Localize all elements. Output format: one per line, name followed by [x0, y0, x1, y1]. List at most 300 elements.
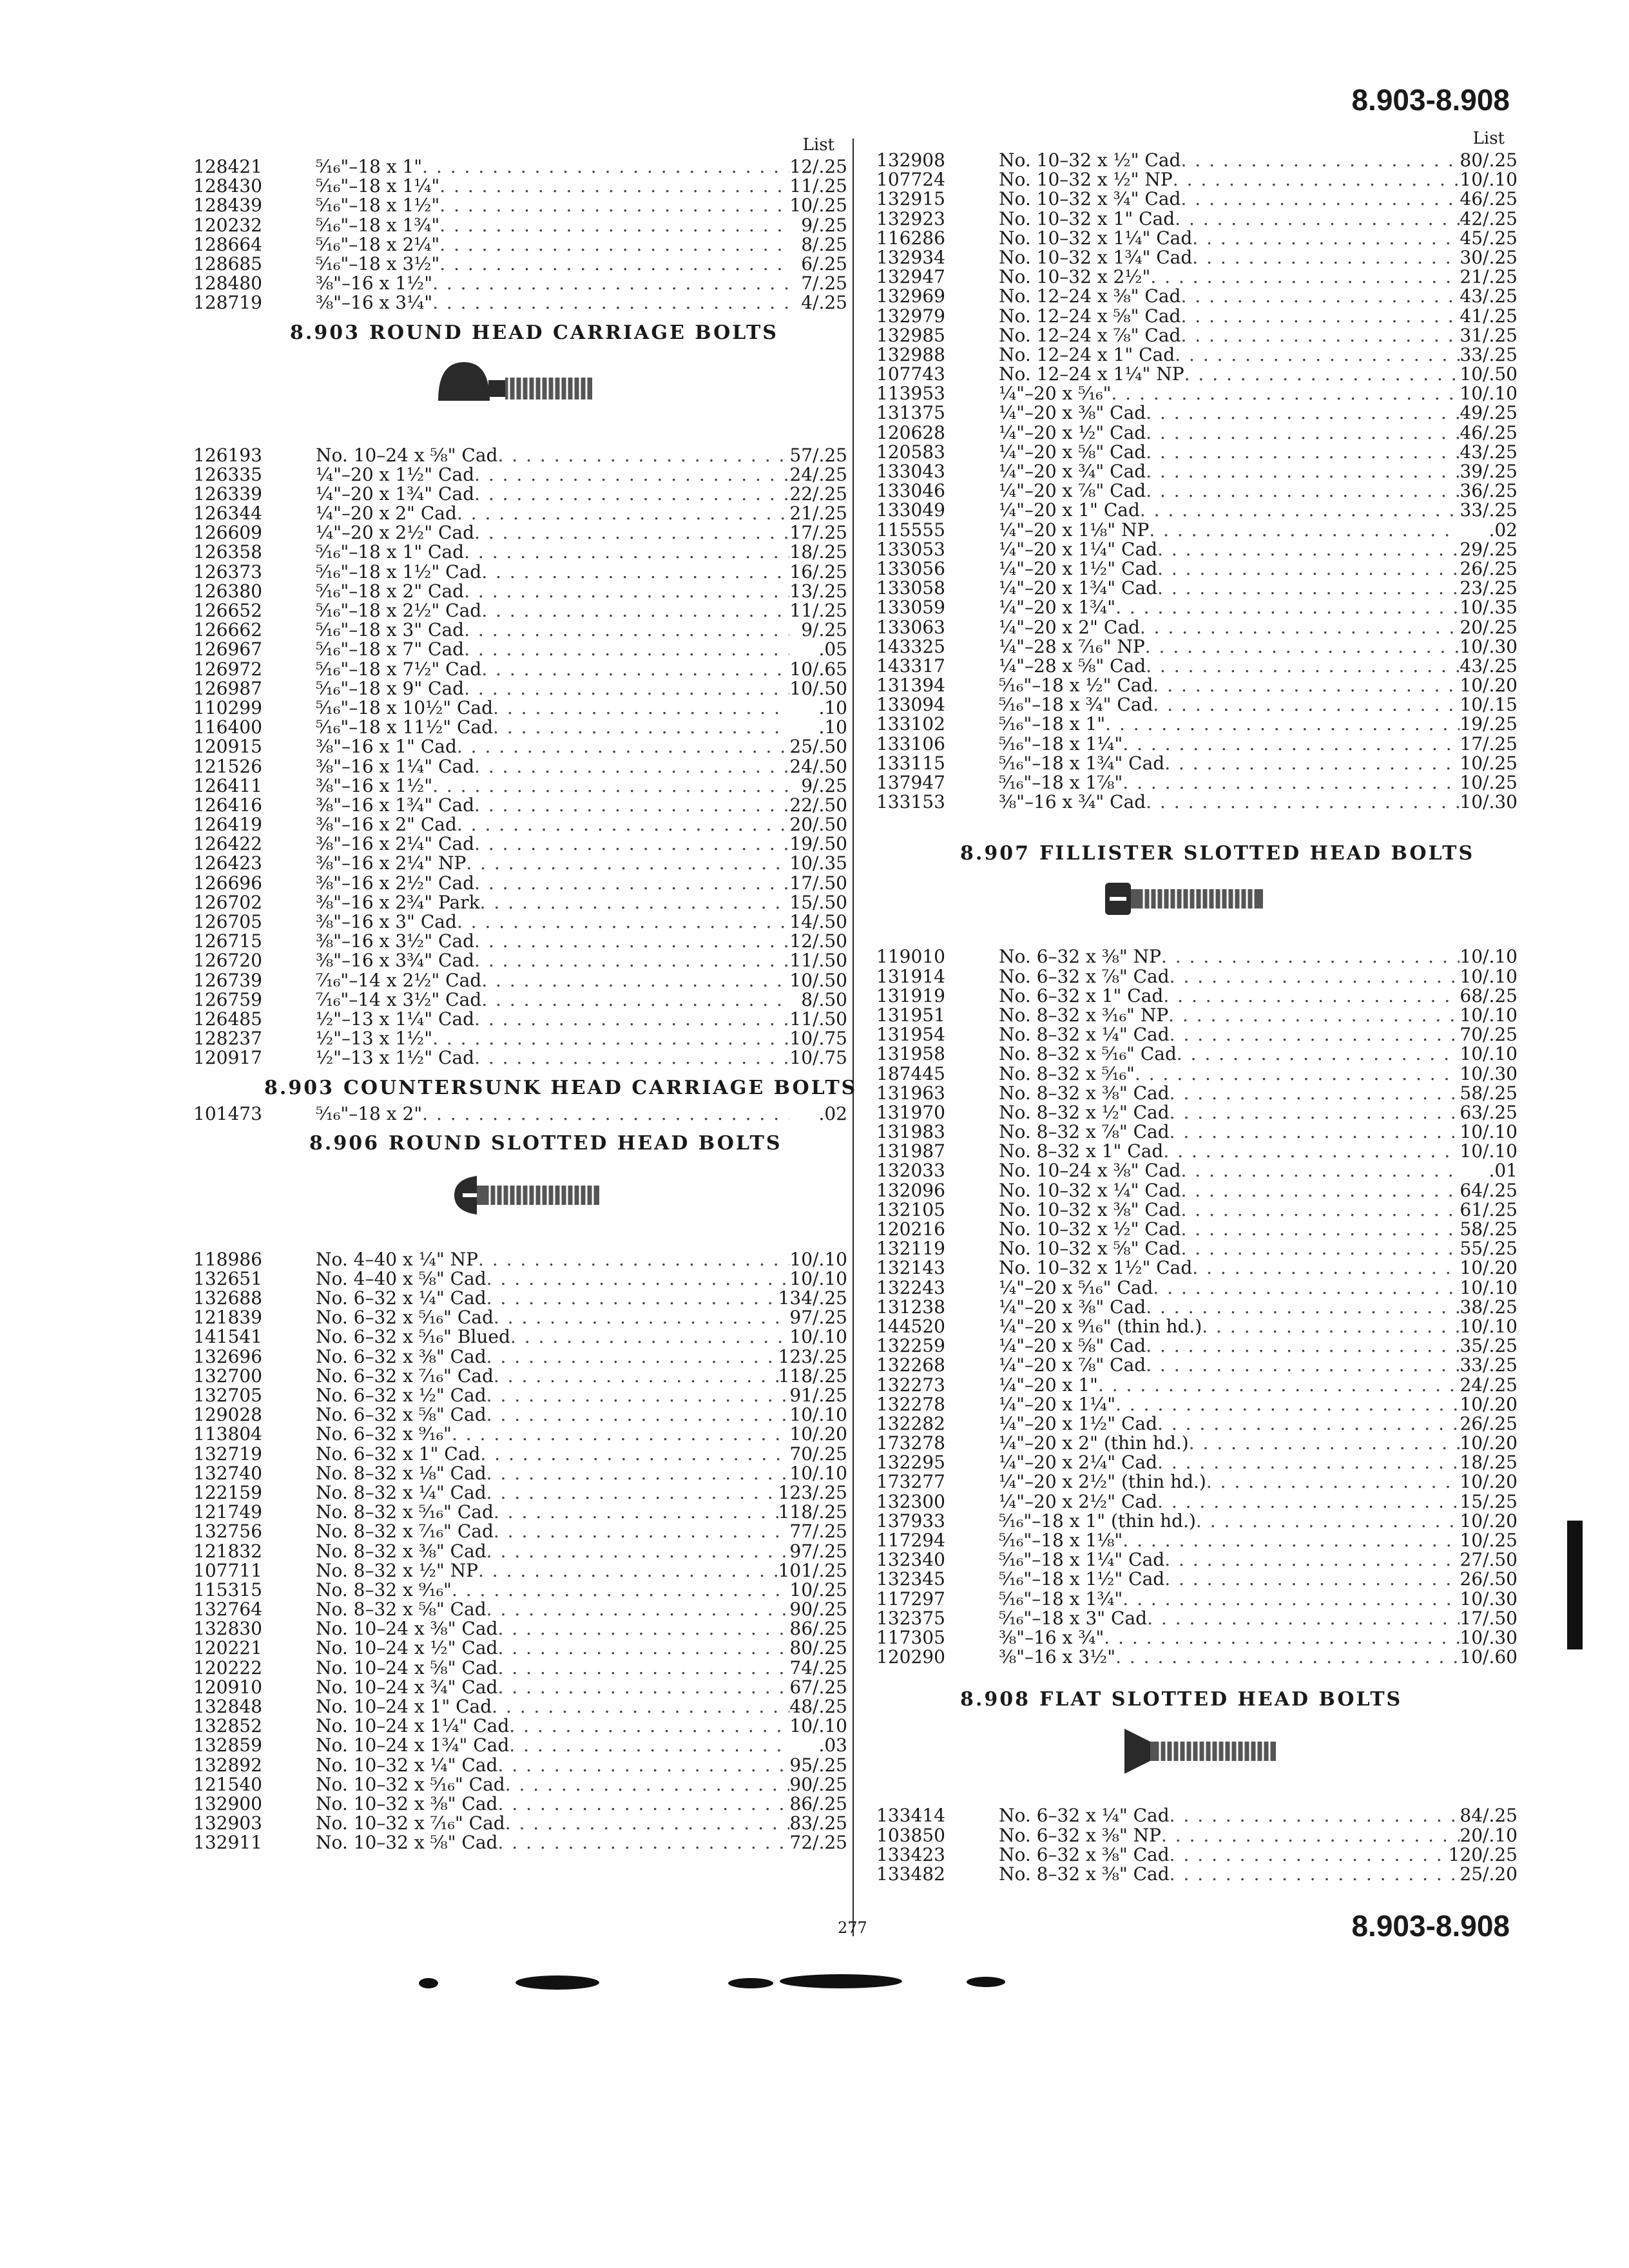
description: ⁵⁄₁₆"–18 x ½" Cad — [999, 676, 1153, 696]
catalog-row — [193, 1678, 847, 1697]
description: ⅜"–16 x 2½" Cad — [316, 873, 475, 893]
description-cell — [316, 235, 789, 255]
catalog-row — [193, 951, 847, 970]
list-price: 38/.25 — [1460, 1296, 1518, 1318]
catalog-row — [876, 676, 1518, 695]
description-cell — [999, 423, 1460, 443]
part-number: 132947 — [876, 266, 945, 288]
description-cell — [999, 1084, 1460, 1103]
dot-leader — [1181, 307, 1460, 326]
list-price: 10/.10 — [1460, 383, 1518, 405]
dot-leader — [474, 874, 789, 893]
description: No. 8–32 x ⅞" Cad — [999, 1122, 1170, 1142]
description-cell — [316, 1756, 789, 1775]
dot-leader — [509, 1736, 789, 1755]
list-price: 17/.25 — [789, 522, 847, 544]
catalog-row — [193, 504, 847, 523]
catalog-row — [876, 267, 1518, 287]
dot-leader — [1192, 248, 1460, 267]
list-price: 33/.25 — [1460, 499, 1518, 521]
list-price: 11/.25 — [789, 175, 847, 197]
description: ⁵⁄₁₆"–18 x 1" Cad — [316, 543, 465, 562]
description-cell — [316, 640, 789, 659]
description: ⁵⁄₁₆"–18 x ¾" Cad — [999, 695, 1153, 715]
list-price: 10/.10 — [1460, 1121, 1518, 1143]
description-cell — [316, 504, 789, 523]
description: ⁵⁄₁₆"–18 x 2½" Cad — [316, 601, 482, 621]
part-number: 131914 — [876, 965, 945, 987]
dot-leader — [1140, 501, 1460, 520]
catalog-row — [193, 1483, 847, 1503]
list-price: 43/.25 — [1460, 441, 1518, 463]
description-cell — [999, 1648, 1460, 1667]
description-cell — [316, 1678, 789, 1697]
part-number: 131919 — [876, 985, 945, 1006]
part-number: 133102 — [876, 713, 945, 735]
section-number: 8.903 — [264, 1076, 334, 1099]
dot-leader — [474, 485, 789, 504]
part-number: 144520 — [876, 1315, 945, 1337]
description-cell — [999, 1609, 1460, 1628]
section-title: COUNTERSUNK HEAD CARRIAGE BOLTS — [343, 1076, 858, 1099]
list-price: 10/.30 — [1460, 635, 1518, 657]
dot-leader — [432, 1029, 789, 1048]
dot-leader — [1170, 1084, 1460, 1103]
list-price: 97/.25 — [789, 1307, 847, 1329]
description-cell — [999, 326, 1460, 345]
list-price: 74/.25 — [789, 1657, 847, 1678]
round-slotted-rows — [193, 1250, 847, 1853]
part-number: 132908 — [876, 149, 945, 171]
dot-leader — [432, 274, 789, 293]
catalog-row — [193, 874, 847, 893]
list-price: 10/.10 — [1460, 1315, 1518, 1337]
catalog-row — [193, 157, 847, 177]
description-cell — [316, 776, 789, 796]
description-cell — [999, 481, 1460, 501]
part-number: 133423 — [876, 1843, 945, 1865]
description-cell — [999, 559, 1460, 579]
list-price: 64/.25 — [1460, 1179, 1518, 1201]
part-number: 121749 — [193, 1501, 262, 1523]
description: No. 8–32 x ⁷⁄₁₆" Cad — [316, 1522, 494, 1542]
description: ½"–13 x 1½" — [316, 1029, 433, 1049]
description: ⅜"–16 x 2¼" NP — [316, 854, 467, 874]
dot-leader — [1177, 1044, 1460, 1064]
list-price: 91/.25 — [789, 1385, 847, 1406]
description: No. 10–24 x ⅜" Cad — [316, 1619, 498, 1639]
part-number: 132705 — [193, 1385, 262, 1406]
dot-leader — [1146, 793, 1460, 812]
description: No. 10–32 x 1¾" Cad — [999, 247, 1193, 268]
catalog-row — [193, 815, 847, 834]
description: No. 10–32 x ½" Cad — [999, 151, 1181, 171]
part-number: 132340 — [876, 1549, 945, 1571]
list-price: 10/.20 — [1460, 1471, 1518, 1493]
list-price: 18/.25 — [1460, 1452, 1518, 1474]
dot-leader — [481, 562, 789, 582]
part-number: 128719 — [193, 292, 262, 314]
dot-leader — [497, 1619, 789, 1639]
section-title: FLAT SLOTTED HEAD BOLTS — [1039, 1688, 1403, 1711]
catalog-row — [876, 986, 1518, 1006]
list-price: .02 — [818, 1102, 847, 1124]
catalog-row — [876, 345, 1518, 365]
dot-leader — [474, 523, 789, 543]
description: No. 10–24 x 1" Cad — [316, 1697, 492, 1717]
list-price: 10/.25 — [789, 195, 847, 216]
part-number: 131394 — [876, 675, 945, 697]
description: ¼"–20 x 1½" Cad — [316, 465, 475, 485]
description-cell — [999, 1806, 1460, 1825]
list-price: 10/.25 — [1460, 772, 1518, 793]
part-number: 120290 — [876, 1646, 945, 1668]
description-cell — [999, 365, 1460, 384]
description-cell — [316, 601, 789, 620]
description-cell — [316, 1522, 789, 1541]
part-number: 133153 — [876, 791, 945, 813]
part-number: 126411 — [193, 774, 262, 796]
part-number: 141541 — [193, 1326, 262, 1348]
list-price: 23/.25 — [1460, 577, 1518, 599]
part-number: 132696 — [193, 1345, 262, 1367]
catalog-row — [193, 660, 847, 679]
dot-leader — [474, 834, 789, 854]
list-price: 25/.20 — [1460, 1863, 1518, 1885]
dot-leader — [1181, 287, 1460, 306]
description: No. 8–32 x ⁹⁄₁₆" — [316, 1580, 452, 1600]
catalog-row — [193, 1581, 847, 1600]
description: No. 6–32 x ⅜" Cad — [999, 1845, 1170, 1865]
catalog-row — [193, 216, 847, 235]
description-cell — [316, 293, 789, 312]
catalog-row — [193, 1697, 847, 1716]
carriage-bolt-image — [432, 356, 599, 414]
catalog-row — [876, 1512, 1518, 1531]
description-cell — [316, 1308, 789, 1327]
part-number: 137947 — [876, 772, 945, 793]
dot-leader — [487, 1386, 789, 1405]
description: ⁷⁄₁₆"–14 x 3½" Cad — [316, 990, 482, 1010]
dot-leader — [481, 990, 789, 1010]
description-cell — [999, 1258, 1460, 1278]
description: No. 8–32 x ½" NP — [316, 1561, 478, 1581]
description: ¼"–28 x ⅝" Cad — [999, 656, 1146, 677]
list-price: 10/.50 — [789, 677, 847, 699]
catalog-row — [193, 1503, 847, 1522]
list-price: 43/.25 — [1460, 285, 1518, 307]
part-number: 128685 — [193, 253, 262, 274]
section-number: 8.907 — [960, 842, 1030, 865]
dot-leader — [494, 1503, 778, 1522]
description: ¼"–20 x 2¼" Cad — [999, 1453, 1158, 1473]
description: ¼"–20 x 2" (thin hd.) — [999, 1434, 1189, 1454]
list-price: 14/.50 — [789, 911, 847, 932]
catalog-row — [193, 1327, 847, 1347]
part-number: 132852 — [193, 1715, 262, 1737]
dot-leader — [474, 796, 789, 815]
section-number: 8.903 — [290, 321, 360, 344]
description-cell — [999, 947, 1460, 966]
catalog-row — [193, 698, 847, 718]
list-price: 29/.25 — [1460, 538, 1518, 560]
description: ⅜"–16 x 2¾" Park — [316, 892, 480, 913]
description: ⅜"–16 x 3½" Cad — [316, 932, 475, 952]
dot-leader — [494, 1367, 778, 1386]
description: No. 6–32 x ½" Cad — [316, 1386, 487, 1406]
fillister-bolt-image — [1102, 876, 1269, 921]
part-number: 121540 — [193, 1773, 262, 1795]
description-cell — [316, 912, 789, 932]
catalog-row — [193, 990, 847, 1010]
list-price: 63/.25 — [1460, 1101, 1518, 1123]
catalog-row — [193, 1542, 847, 1561]
description: ¼"–20 x 1¾" Cad — [316, 484, 475, 505]
list-price: 90/.25 — [789, 1773, 847, 1795]
description-cell — [316, 1104, 789, 1124]
description-cell — [316, 1697, 789, 1716]
round-carriage-rows — [193, 446, 847, 1068]
list-price: 24/.50 — [789, 755, 847, 777]
part-number: 121832 — [193, 1540, 262, 1562]
description-cell — [999, 579, 1460, 598]
part-number: 120232 — [193, 214, 262, 236]
catalog-row — [876, 947, 1518, 966]
catalog-row — [193, 854, 847, 873]
dot-leader — [1104, 1628, 1460, 1648]
description: ⁵⁄₁₆"–18 x 1⅞" — [999, 773, 1123, 793]
description: ⅜"–16 x 3¾" Cad — [316, 951, 475, 971]
part-number: 132688 — [193, 1287, 262, 1309]
description-cell — [316, 157, 789, 177]
description: No. 6–32 x ⅝" Cad — [316, 1405, 487, 1425]
part-number: 117297 — [876, 1588, 945, 1610]
description: ¼"–20 x ⅝" Cad — [999, 1336, 1146, 1356]
catalog-row — [876, 423, 1518, 443]
description-cell — [316, 1425, 789, 1444]
description-cell — [999, 1472, 1460, 1492]
part-number: 120222 — [193, 1657, 262, 1678]
page-header-range: 8.903-8.908 — [1351, 83, 1510, 117]
description-cell — [316, 1775, 789, 1794]
part-number: 120917 — [193, 1047, 262, 1069]
description: No. 6–32 x ⅜" Cad — [316, 1347, 487, 1367]
part-number: 128237 — [193, 1028, 262, 1050]
description-cell — [316, 1386, 789, 1405]
description: No. 6–32 x ⅜" NP — [999, 1825, 1161, 1845]
dot-leader — [481, 660, 789, 679]
flat-bolt-illustration — [876, 1716, 1518, 1806]
list-price: 13/.25 — [789, 580, 847, 602]
description-cell — [316, 815, 789, 834]
catalog-row — [876, 754, 1518, 773]
description: No. 10–32 x ⅜" Cad — [316, 1794, 498, 1814]
list-price: .01 — [1489, 1160, 1518, 1182]
part-number: 107724 — [876, 169, 945, 191]
part-number: 113953 — [876, 383, 945, 405]
dot-leader — [487, 1542, 789, 1561]
description-cell — [316, 1010, 789, 1029]
description: No. 8–32 x ⅜" Cad — [999, 1864, 1170, 1885]
list-price: 24/.25 — [1460, 1374, 1518, 1396]
description: ¼"–20 x ⅝" Cad — [999, 442, 1146, 463]
page-footer-range: 8.903-8.908 — [1351, 1909, 1510, 1943]
description: ¼"–20 x 1¼" — [999, 1394, 1116, 1414]
catalog-row — [876, 967, 1518, 986]
part-number: 126358 — [193, 541, 262, 563]
catalog-row — [193, 177, 847, 196]
part-number: 126652 — [193, 600, 262, 621]
catalog-row — [876, 540, 1518, 559]
part-number: 118986 — [193, 1248, 262, 1270]
part-number: 132848 — [193, 1696, 262, 1717]
part-number: 131954 — [876, 1024, 945, 1046]
description: No. 12–24 x ⅝" Cad — [999, 306, 1181, 326]
catalog-row — [193, 1445, 847, 1464]
description-cell — [999, 170, 1460, 189]
dot-leader — [457, 737, 789, 756]
list-price: 97/.25 — [789, 1540, 847, 1562]
dot-leader — [1140, 618, 1460, 637]
dot-leader — [487, 1464, 789, 1483]
part-number: 126739 — [193, 969, 262, 991]
description: No. 12–24 x ⅞" Cad — [999, 325, 1181, 345]
description: ¼"–20 x 1⅛" NP — [999, 520, 1150, 540]
catalog-row — [876, 443, 1518, 462]
list-price: 72/.25 — [789, 1832, 847, 1854]
catalog-row — [876, 1084, 1518, 1103]
description-cell — [316, 1250, 789, 1269]
description-cell — [999, 462, 1460, 481]
catalog-row — [193, 1347, 847, 1367]
description: No. 4–40 x ¼" NP — [316, 1249, 478, 1269]
catalog-row — [193, 1386, 847, 1405]
catalog-row — [876, 209, 1518, 229]
part-number: 132719 — [193, 1443, 262, 1465]
description: ¼"–20 x 1" Cad — [999, 501, 1140, 521]
part-number: 101473 — [193, 1102, 262, 1124]
catalog-row — [876, 793, 1518, 812]
list-price: 17/.50 — [789, 872, 847, 894]
dot-leader — [497, 1639, 789, 1658]
fillister-rows — [876, 947, 1518, 1667]
catalog-row — [876, 189, 1518, 209]
dot-leader — [497, 1658, 789, 1678]
section-heading-round-slotted — [193, 1128, 847, 1160]
part-number: 126987 — [193, 677, 262, 699]
description-cell — [999, 695, 1460, 715]
carriage-bolt-illustration — [193, 349, 847, 446]
part-number: 132903 — [193, 1812, 262, 1834]
dot-leader — [497, 1833, 789, 1852]
dot-leader — [474, 951, 789, 970]
catalog-row — [193, 1794, 847, 1814]
description: No. 6–32 x ⁵⁄₁₆" Cad — [316, 1308, 494, 1328]
list-price: 10/.25 — [1460, 752, 1518, 774]
dot-leader — [497, 1794, 789, 1814]
list-price: 70/.25 — [789, 1443, 847, 1465]
part-number: 133414 — [876, 1805, 945, 1827]
list-price: 10/.65 — [789, 658, 847, 680]
dot-leader — [1175, 345, 1460, 365]
part-number: 132259 — [876, 1335, 945, 1357]
list-price: 95/.25 — [789, 1754, 847, 1776]
part-number: 107743 — [876, 363, 945, 385]
dot-leader — [481, 971, 789, 990]
catalog-row — [193, 1367, 847, 1386]
dot-leader — [480, 1445, 789, 1464]
list-price: 25/.50 — [789, 736, 847, 758]
description-cell — [999, 1826, 1460, 1845]
part-number: 133046 — [876, 480, 945, 502]
part-number: 132969 — [876, 285, 945, 307]
catalog-row — [193, 1716, 847, 1736]
list-price: 120/.25 — [1448, 1843, 1518, 1865]
list-price: 11/.25 — [789, 600, 847, 621]
section-number: 8.908 — [960, 1688, 1030, 1711]
dot-leader — [1149, 521, 1460, 540]
dot-leader — [509, 1716, 789, 1736]
section-heading-fillister — [876, 838, 1518, 870]
catalog-row — [193, 718, 847, 737]
dot-leader — [481, 601, 789, 620]
catalog-row — [876, 365, 1518, 384]
dot-leader — [439, 216, 789, 235]
part-number: 126423 — [193, 852, 262, 874]
list-price: 10/.10 — [1460, 946, 1518, 968]
description-cell — [999, 307, 1460, 326]
description: No. 6–32 x ¼" Cad — [316, 1289, 487, 1309]
scan-artifact — [419, 1978, 438, 1988]
section-heading-flat — [876, 1684, 1518, 1716]
description: ⁵⁄₁₆"–18 x 1" — [999, 715, 1106, 735]
list-price: 10/.10 — [789, 1248, 847, 1270]
description-cell — [316, 1581, 789, 1600]
description-cell — [999, 1865, 1460, 1884]
description-cell — [316, 737, 789, 756]
list-price: 43/.25 — [1460, 655, 1518, 677]
description: ¼"–20 x 2½" (thin hd.) — [999, 1472, 1206, 1492]
list-price: 10/.30 — [1460, 791, 1518, 813]
list-price: 86/.25 — [789, 1792, 847, 1814]
dot-leader — [1170, 1845, 1449, 1865]
description: ¼"–28 x ⁷⁄₁₆" NP — [999, 637, 1145, 657]
catalog-row — [193, 620, 847, 640]
description: No. 10–32 x ½" NP — [999, 170, 1173, 190]
list-price: 48/.25 — [789, 1696, 847, 1717]
description-cell — [316, 1619, 789, 1639]
list-price: 18/.25 — [789, 541, 847, 563]
description-cell — [999, 637, 1460, 657]
description-cell — [316, 1542, 789, 1561]
list-price: 9/.25 — [801, 214, 847, 236]
part-number: 132764 — [193, 1599, 262, 1620]
description: No. 10–32 x ⅜" Cad — [999, 1200, 1181, 1220]
description-cell — [999, 1395, 1460, 1414]
part-number: 119010 — [876, 946, 945, 968]
dot-leader — [493, 718, 789, 737]
part-number: 126720 — [193, 950, 262, 972]
part-number: 128430 — [193, 175, 262, 197]
catalog-row — [193, 1561, 847, 1581]
part-number: 116400 — [193, 716, 262, 738]
list-price: 58/.25 — [1460, 1082, 1518, 1104]
dot-leader — [505, 1814, 789, 1833]
catalog-row — [876, 1590, 1518, 1609]
part-number: 132096 — [876, 1179, 945, 1201]
description: No. 10–32 x ⅝" Cad — [316, 1833, 498, 1853]
catalog-row — [876, 1025, 1518, 1044]
